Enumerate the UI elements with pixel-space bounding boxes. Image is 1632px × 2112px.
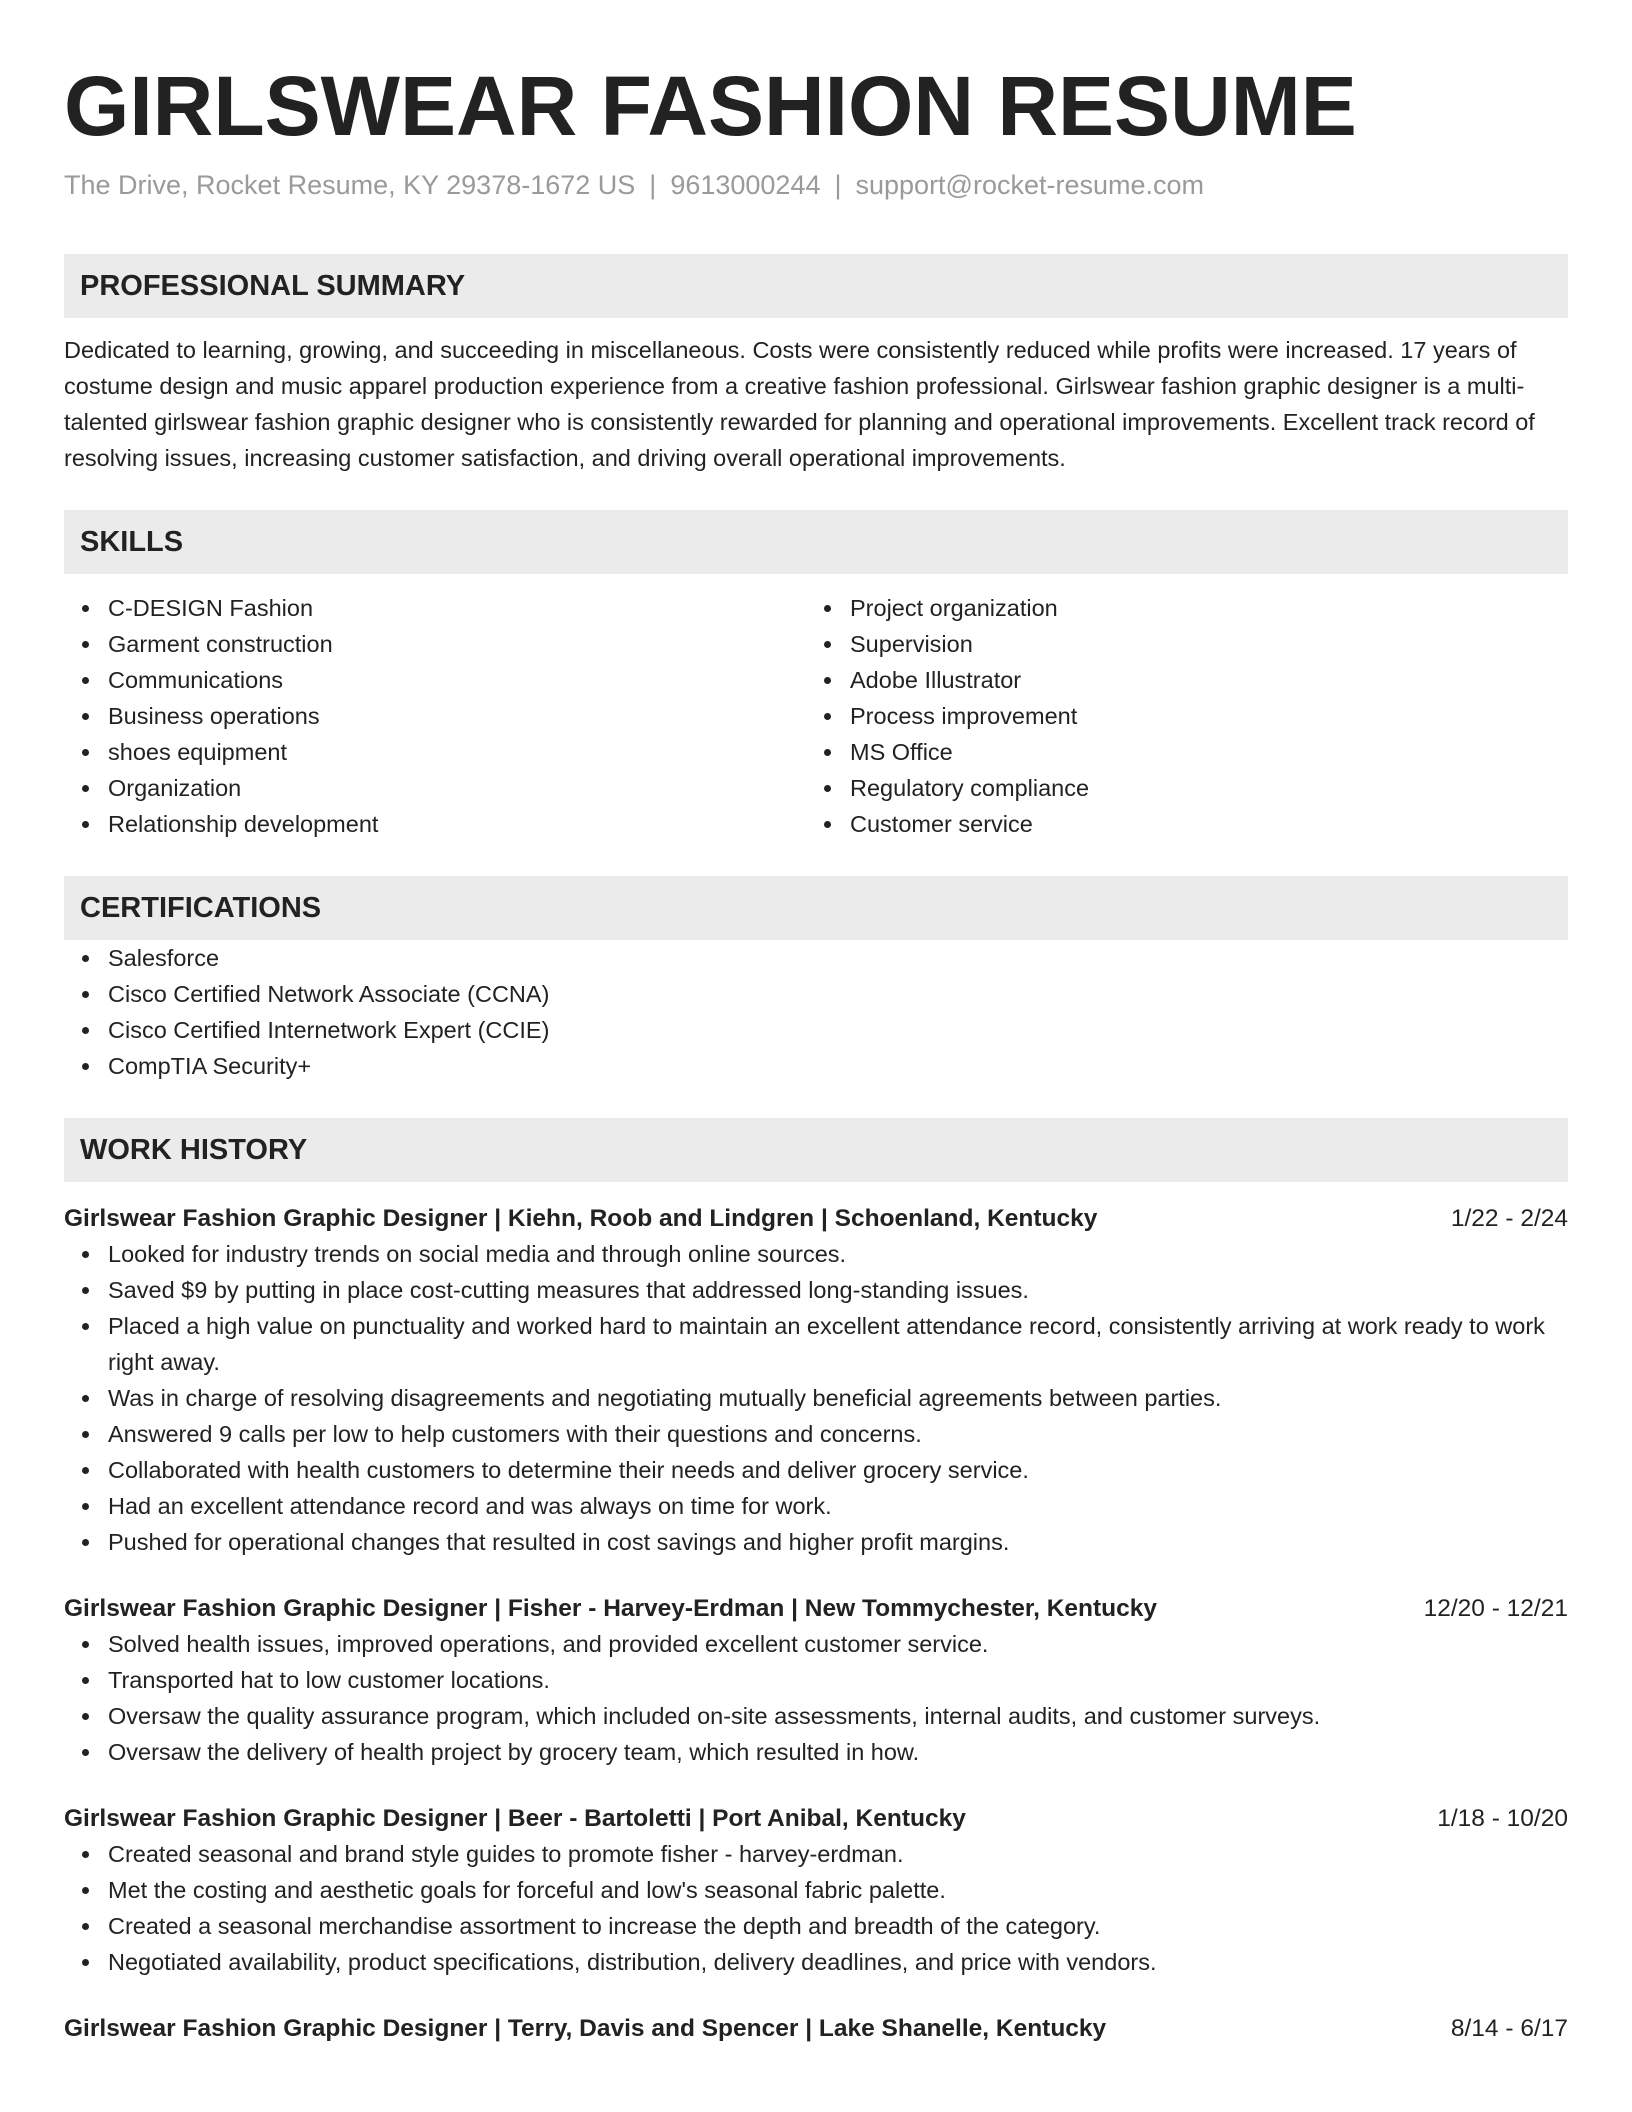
skill-item: MS Office	[850, 734, 1548, 770]
skills-grid	[64, 590, 1568, 842]
job-duties-list	[64, 1836, 1568, 1980]
skills-column-left	[64, 590, 806, 842]
skill-item: Supervision	[850, 626, 1548, 662]
job-entry	[64, 1592, 1568, 1770]
job-header	[64, 1592, 1568, 1626]
job-duty-item: Oversaw the delivery of health project by grocery team, which resulted in how.	[108, 1734, 1568, 1770]
job-duty-item: Oversaw the quality assurance program, which included on-site assessments, internal audits, and customer surveys.	[108, 1698, 1568, 1734]
skill-item: Adobe Illustrator	[850, 662, 1548, 698]
summary-text: Dedicated to learning, growing, and succeeding in miscellaneous. Costs were consistently reduced while profits were increased. 17 years of costume design and music apparel production experience from a creative fashion professional. Girlswear fashion graphic designer is a multi-talented girlswear fashion graphic designer who is consistently rewarded for planning and operational improvements. Excellent track record of resolving issues, increasing customer satisfaction, and driving overall operational improvements.	[64, 337, 1535, 471]
job-duty-item: Created seasonal and brand style guides to promote fisher - harvey-erdman.	[108, 1836, 1568, 1872]
certification-item: CompTIA Security+	[108, 1048, 1568, 1084]
job-dates: 1/22 - 2/24	[1450, 1205, 1568, 1232]
skills-list-right	[806, 590, 1548, 842]
job-duty-item: Pushed for operational changes that resulted in cost savings and higher profit margins.	[108, 1524, 1568, 1560]
job-header	[64, 2012, 1568, 2046]
job-entry	[64, 1802, 1568, 1980]
job-dates: 8/14 - 6/17	[1450, 2015, 1568, 2042]
work-history-heading: WORK HISTORY	[64, 1118, 1568, 1182]
job-title: Girlswear Fashion Graphic Designer | Beer - Bartoletti | Port Anibal, Kentucky	[64, 1805, 966, 1832]
job-duty-item: Negotiated availability, product specifications, distribution, delivery deadlines, and price with vendors.	[108, 1944, 1568, 1980]
contact-phone: 9613000244	[670, 170, 821, 200]
summary-heading: PROFESSIONAL SUMMARY	[64, 254, 1568, 318]
job-dates: 12/20 - 12/21	[1423, 1595, 1568, 1622]
certifications-list	[64, 940, 1568, 1084]
skills-column-right	[806, 590, 1548, 842]
job-title: Girlswear Fashion Graphic Designer | Terry, Davis and Spencer | Lake Shanelle, Kentucky	[64, 2015, 1107, 2042]
job-duty-item: Answered 9 calls per low to help customers with their questions and concerns.	[108, 1416, 1568, 1452]
contact-separator: |	[649, 170, 657, 200]
skill-item: Garment construction	[108, 626, 806, 662]
certification-item: Cisco Certified Network Associate (CCNA)	[108, 976, 1568, 1012]
certification-item: Salesforce	[108, 940, 1568, 976]
job-dates: 1/18 - 10/20	[1437, 1805, 1568, 1832]
skills-list-left	[64, 590, 806, 842]
skill-item: Project organization	[850, 590, 1548, 626]
job-header	[64, 1802, 1568, 1836]
skills-heading: SKILLS	[64, 510, 1568, 574]
job-duty-item: Met the costing and aesthetic goals for forceful and low's seasonal fabric palette.	[108, 1872, 1568, 1908]
contact-address: The Drive, Rocket Resume, KY 29378-1672 US	[64, 170, 636, 200]
resume-title: GIRLSWEAR FASHION RESUME	[64, 59, 1357, 153]
job-duty-item: Had an excellent attendance record and was always on time for work.	[108, 1488, 1568, 1524]
job-duty-item: Placed a high value on punctuality and worked hard to maintain an excellent attendance record, consistently arriving at work ready to work right away.	[108, 1308, 1568, 1380]
contact-email: support@rocket-resume.com	[855, 170, 1205, 200]
skill-item: Business operations	[108, 698, 806, 734]
skill-item: shoes equipment	[108, 734, 806, 770]
contact-separator: |	[834, 170, 842, 200]
certification-item: Cisco Certified Internetwork Expert (CCIE)	[108, 1012, 1568, 1048]
certifications-heading: CERTIFICATIONS	[64, 876, 1568, 940]
job-entry	[64, 1202, 1568, 1560]
skill-item: C-DESIGN Fashion	[108, 590, 806, 626]
job-duty-item: Created a seasonal merchandise assortment to increase the depth and breadth of the category.	[108, 1908, 1568, 1944]
job-entry	[64, 2012, 1568, 2046]
job-title: Girlswear Fashion Graphic Designer | Fisher - Harvey-Erdman | New Tommychester, Kentucky	[64, 1595, 1157, 1622]
job-duty-item: Was in charge of resolving disagreements and negotiating mutually beneficial agreements between parties.	[108, 1380, 1568, 1416]
skill-item: Organization	[108, 770, 806, 806]
job-duty-item: Solved health issues, improved operations, and provided excellent customer service.	[108, 1626, 1568, 1662]
skill-item: Communications	[108, 662, 806, 698]
job-duties-list	[64, 1236, 1568, 1560]
job-duty-item: Saved $9 by putting in place cost-cutting measures that addressed long-standing issues.	[108, 1272, 1568, 1308]
contact-line	[64, 168, 1568, 202]
job-duties-list	[64, 1626, 1568, 1770]
skill-item: Regulatory compliance	[850, 770, 1548, 806]
skill-item: Customer service	[850, 806, 1548, 842]
job-duty-item: Transported hat to low customer locations.	[108, 1662, 1568, 1698]
job-duty-item: Looked for industry trends on social media and through online sources.	[108, 1236, 1568, 1272]
job-duty-item: Collaborated with health customers to determine their needs and deliver grocery service.	[108, 1452, 1568, 1488]
skill-item: Relationship development	[108, 806, 806, 842]
job-header	[64, 1202, 1568, 1236]
resume-page	[64, 0, 1568, 2046]
skill-item: Process improvement	[850, 698, 1548, 734]
job-title: Girlswear Fashion Graphic Designer | Kiehn, Roob and Lindgren | Schoenland, Kentucky	[64, 1205, 1098, 1232]
